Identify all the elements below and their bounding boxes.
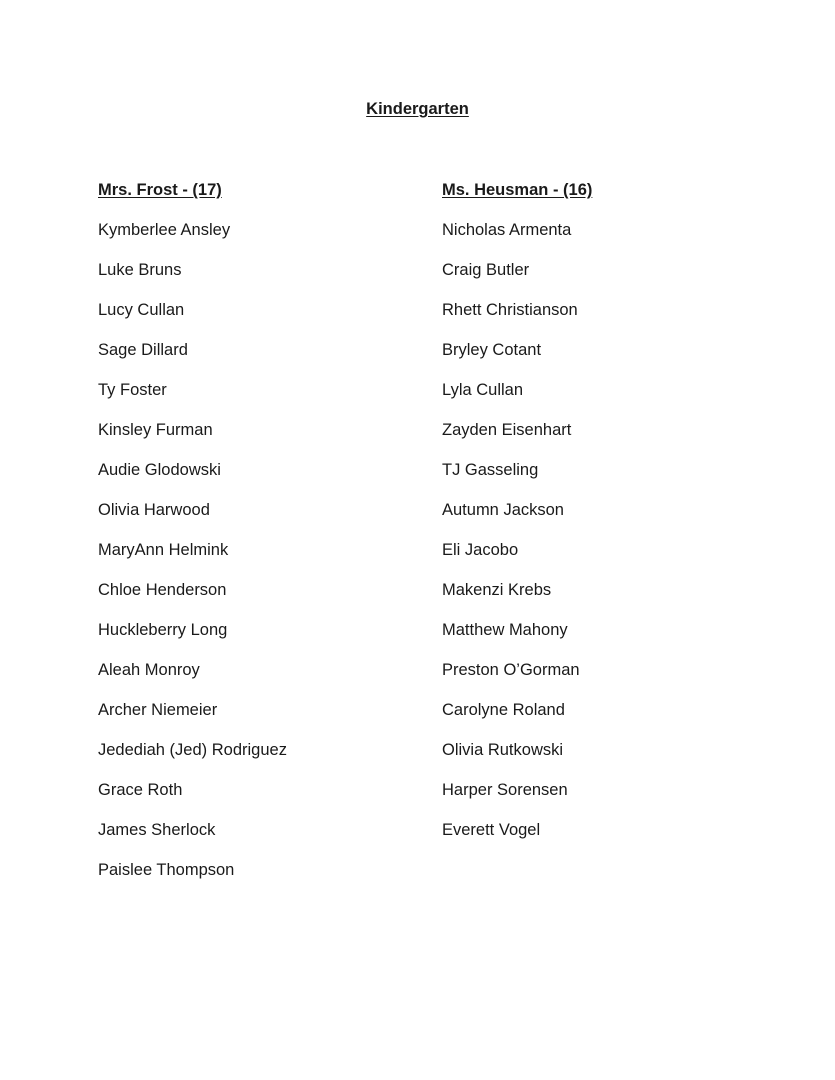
student-name: Makenzi Krebs [442,581,552,599]
class-column-heusman [442,180,762,860]
student-name: Lucy Cullan [98,301,185,319]
student-name: Aleah Monroy [98,661,200,679]
student-name: Audie Glodowski [98,461,221,479]
student-name: Olivia Harwood [98,501,210,519]
student-name: Lyla Cullan [442,381,524,399]
student-name: MaryAnn Helmink [98,541,229,559]
student-name: Preston O’Gorman [442,661,580,679]
student-name: Jedediah (Jed) Rodriguez [98,741,287,759]
student-name: Autumn Jackson [442,501,564,519]
student-name: Archer Niemeier [98,701,218,719]
class-column-frost [98,180,418,900]
student-name: Huckleberry Long [98,621,228,639]
student-name: Olivia Rutkowski [442,741,564,759]
student-name: Eli Jacobo [442,541,519,559]
class-heading-heusman: Ms. Heusman - (16) [442,181,593,199]
student-name: Paislee Thompson [98,861,235,879]
student-name: Craig Butler [442,261,530,279]
student-name: Zayden Eisenhart [442,421,572,439]
student-name: Kinsley Furman [98,421,213,439]
student-name: Kymberlee Ansley [98,221,231,239]
student-name: Luke Bruns [98,261,182,279]
student-name: Everett Vogel [442,821,541,839]
student-list-frost [98,220,418,880]
student-name: Chloe Henderson [98,581,227,599]
student-name: James Sherlock [98,821,216,839]
student-name: TJ Gasseling [442,461,539,479]
student-name: Rhett Christianson [442,301,578,319]
student-name: Grace Roth [98,781,183,799]
page-title: Kindergarten [366,100,469,118]
student-name: Bryley Cotant [442,341,542,359]
class-heading-frost: Mrs. Frost - (17) [98,181,222,199]
student-name: Harper Sorensen [442,781,568,799]
student-name: Sage Dillard [98,341,188,359]
student-name: Nicholas Armenta [442,221,572,239]
student-name: Ty Foster [98,381,167,399]
student-name: Matthew Mahony [442,621,568,639]
student-name: Carolyne Roland [442,701,565,719]
student-list-heusman [442,220,762,840]
